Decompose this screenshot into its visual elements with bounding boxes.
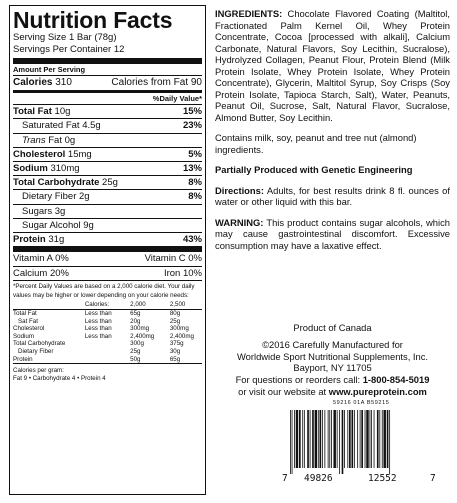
barcode-digit-group: 49826 — [304, 473, 333, 484]
barcode-bar — [312, 410, 314, 468]
serving-size: Serving Size 1 Bar (78g) — [13, 32, 117, 43]
divider — [13, 363, 202, 364]
dv-cell — [13, 301, 85, 309]
barcode-bar — [357, 410, 358, 468]
nutrient-row-sugars — [13, 204, 202, 218]
calories-per-gram — [13, 367, 202, 384]
nutrient-row-sugar-alcohol — [13, 218, 202, 232]
barcode-bar — [389, 410, 390, 474]
nutrient-label: Total Fat — [13, 106, 52, 118]
vitamin-row — [13, 252, 202, 266]
nutrient-row-saturated-fat — [13, 118, 202, 132]
barcode-bar — [379, 410, 380, 468]
table-row — [13, 340, 202, 348]
table-row — [13, 333, 202, 341]
barcode-bar — [339, 410, 340, 474]
ingredients-text: Chocolate Flavored Coating (Maltitol, Fractionated Palm Kernel Oil, Whey Protein Concentrate, Cocoa [processed with alkali], Calcium Carbonate, Natural Flavors, Soy Lecithin, Sucralose), Hydrolyzed Collagen, Peanut Flour, Protein Blend (Milk Protein Isolate, Whey Protein Isolate, Whey Protein Concentrate), Glycerin, Maltitol Syrup, Soy Crisps (Soy Protein Isolate, Tapioca Starch, Salt), Water, Peanuts, Peanut Oil, Sucrose, Salt, Natural Flavor, Sucralose, Almond Butter, Soy Lecithin. — [215, 8, 450, 123]
barcode-bar — [299, 410, 301, 468]
barcode-bar — [347, 410, 348, 468]
ingredients — [215, 8, 450, 123]
medium-divider — [13, 90, 202, 93]
barcode-bar — [296, 410, 298, 468]
nutrient-label: Sodium — [13, 163, 48, 175]
nutrient-dv: 8% — [188, 177, 202, 189]
directions-heading: Directions: — [215, 184, 264, 196]
manufacturer-info — [215, 322, 450, 373]
barcode-bar — [294, 410, 295, 468]
barcode-bar — [290, 410, 291, 474]
mineral-row — [13, 266, 202, 281]
table-row — [13, 348, 202, 356]
barcode-bar — [322, 410, 323, 468]
nutrient-label: Protein — [13, 234, 46, 246]
dv-cell: 20g — [130, 317, 141, 325]
barcode-bar — [315, 410, 317, 468]
barcode-bar — [374, 410, 375, 468]
calories-label: Calories — [13, 77, 53, 88]
calories-from-fat: Calories from Fat 90 — [111, 77, 202, 88]
warning — [215, 217, 450, 252]
dv-cell: Less than — [84, 332, 112, 340]
nutrient-label: Sugar Alcohol — [22, 219, 81, 231]
nutrient-dv: 13% — [182, 163, 202, 175]
website-prefix: or visit our website at — [238, 385, 327, 397]
dv-cell: Less than — [84, 325, 112, 333]
dv-cell: 375g — [169, 340, 184, 348]
barcode-bar — [344, 410, 345, 468]
vitamin-c: Vitamin C 0% — [144, 253, 202, 265]
directions — [215, 185, 450, 208]
dv-cell: Sodium — [13, 332, 34, 340]
servings-per-container: Servings Per Container 12 — [13, 44, 125, 55]
barcode-bar — [366, 410, 368, 468]
nutrient-row-total-carbohydrate — [13, 175, 202, 189]
barcode-bar — [354, 410, 355, 468]
nutrient-row-sodium — [13, 161, 202, 175]
barcode-bar — [307, 410, 309, 468]
dv-cell: 30g — [169, 347, 181, 355]
table-row — [13, 325, 202, 333]
barcode-bar — [383, 410, 385, 468]
barcode-bar — [371, 410, 372, 468]
nutrient-amount: 31g — [48, 234, 65, 246]
barcode-bar — [387, 410, 389, 468]
nutrient-label: Dietary Fiber — [22, 191, 77, 203]
barcode-bar — [302, 410, 303, 468]
lot-codes: 59216 01A B59215 — [333, 400, 390, 406]
barcode-bar — [360, 410, 361, 468]
dv-cell: 2,500 — [170, 301, 202, 309]
daily-value-header: %Daily Value* — [152, 94, 202, 104]
dv-cell: 300g — [130, 340, 144, 348]
table-row — [13, 356, 202, 364]
daily-value-footnote: *Percent Daily Values are based on a 2,000 calorie diet. Your daily values may be higher or lower depending on your calorie needs: — [13, 283, 195, 299]
label-text-column — [215, 8, 450, 251]
nutrient-row-trans-fat — [13, 133, 202, 147]
nutrition-facts-title: Nutrition Facts — [13, 7, 173, 33]
calories-row — [13, 75, 202, 89]
dv-cell: 65g — [130, 310, 141, 318]
dv-cell: 80g — [169, 310, 181, 318]
dv-cell: 2,400mg — [169, 332, 194, 340]
barcode-bar — [292, 410, 293, 474]
dv-cell: Total Fat — [13, 310, 37, 318]
barcode-bar — [310, 410, 311, 468]
genetic-engineering-statement: Partially Produced with Genetic Engineering — [215, 164, 413, 175]
manufacturer-line: Worldwide Sport Nutritional Supplements, Inc. — [236, 350, 429, 362]
barcode-bar — [377, 410, 379, 468]
dv-cell — [85, 356, 130, 364]
barcode-bar — [342, 410, 344, 474]
dv-cell: Less than — [84, 310, 112, 318]
dv-cell: 65g — [169, 355, 181, 363]
dv-cell: 300mg — [130, 325, 150, 333]
barcode-bar — [382, 410, 383, 468]
manufacturer-line: Bayport, NY 11705 — [293, 361, 372, 373]
nutrient-dv: 15% — [182, 106, 202, 118]
barcode-bar — [365, 410, 366, 468]
nutrition-facts-panel — [9, 5, 206, 495]
nutrient-dv: 43% — [182, 234, 202, 246]
nutrient-label: Total Carbohydrate — [13, 177, 100, 189]
barcode-bar — [304, 410, 305, 468]
warning-text: This product contains sugar alcohols, which may cause gastrointestinal discomfort. Excessive consumption may have a laxative effect. — [215, 216, 451, 251]
dv-cell: Calories: — [85, 301, 130, 309]
calcium: Calcium 20% — [13, 267, 69, 279]
dv-cell — [85, 340, 130, 348]
nutrient-label: Cholesterol — [13, 148, 66, 160]
nutrient-label: Sugars — [22, 205, 53, 217]
table-row — [13, 318, 202, 326]
phone-number: 1-800-854-5019 — [362, 374, 430, 385]
nutrient-amount: 10g — [54, 106, 71, 118]
nutrient-amount: 25g — [102, 177, 118, 189]
barcode-bar — [320, 410, 322, 468]
daily-value-table — [13, 301, 202, 363]
website-url: www.pureprotein.com — [328, 385, 427, 397]
nutrient-amount: 4.5g — [82, 120, 101, 132]
thick-divider — [13, 58, 202, 64]
barcode-bar — [318, 410, 319, 468]
questions-text: For questions or reorders call: — [235, 374, 361, 385]
dv-cell: Less than — [84, 317, 112, 325]
dv-cell — [85, 348, 130, 356]
barcode-bar — [370, 410, 371, 468]
dv-cell: 2,400mg — [130, 332, 155, 340]
nutrient-dv: 8% — [188, 191, 202, 203]
table-row — [13, 310, 202, 318]
manufacturer-line: ©2016 Carefully Manufactured for — [262, 339, 403, 351]
barcode-bar — [324, 410, 325, 468]
iron: Iron 10% — [163, 267, 202, 279]
dv-cell: Protein — [13, 355, 33, 363]
dv-cell: 25g — [169, 317, 181, 325]
barcode-digit-group: 7 — [430, 473, 436, 484]
dv-cell: Cholesterol — [13, 325, 45, 333]
product-origin: Product of Canada — [293, 322, 372, 333]
dv-cell: Sat Fat — [18, 317, 38, 325]
nutrient-amount: 15mg — [67, 148, 92, 160]
contact-info — [215, 374, 450, 397]
barcode-bar — [328, 410, 329, 468]
nutrient-dv: 23% — [182, 120, 202, 132]
nutrient-row-cholesterol — [13, 147, 202, 161]
nutrient-row-dietary-fiber — [13, 189, 202, 203]
nutrient-amount: 310mg — [50, 163, 80, 175]
barcode-digit-group: 7 — [282, 473, 288, 484]
dv-cell: 50g — [130, 355, 141, 363]
dv-cell: 300mg — [169, 325, 189, 333]
dv-cell: Total Carbohydrate — [13, 340, 66, 348]
dv-table-header — [13, 301, 202, 309]
calories-value: 310 — [55, 77, 72, 88]
barcode-bar — [361, 410, 363, 468]
barcode — [289, 410, 434, 474]
dv-cell: 25g — [130, 347, 141, 355]
nutrient-label: Trans — [22, 134, 46, 146]
barcode-digit-group: 12552 — [368, 473, 397, 484]
barcode-bar — [331, 410, 332, 468]
vitamin-a: Vitamin A 0% — [13, 253, 69, 265]
barcode-bar — [352, 410, 354, 468]
nutrient-amount: 3g — [54, 205, 66, 217]
barcode-bar — [337, 410, 338, 468]
amount-per-serving: Amount Per Serving — [13, 65, 86, 74]
nutrient-label: Saturated Fat — [22, 120, 80, 132]
dv-cell: 2,000 — [130, 301, 170, 309]
ingredients-heading: INGREDIENTS: — [215, 8, 283, 19]
warning-heading: WARNING: — [215, 216, 264, 228]
allergen-statement: Contains milk, soy, peanut and tree nut (almond) ingredients. — [215, 132, 417, 155]
dv-cell: Dietary Fiber — [18, 347, 54, 355]
barcode-bar — [349, 410, 351, 468]
calories-per-gram-label: Calories per gram: — [13, 367, 64, 375]
barcode-bar — [329, 410, 330, 468]
nutrient-row-protein — [13, 232, 202, 246]
nutrient-row-total-fat — [13, 104, 202, 118]
nutrient-amount: 2g — [79, 191, 90, 203]
directions-text: Adults, for best results drink 8 fl. ounces of water or other liquid with this bar. — [215, 184, 450, 207]
barcode-bar — [333, 410, 335, 468]
calories-per-gram-values: Fat 9 • Carbohydrate 4 • Protein 4 — [13, 375, 106, 383]
nutrient-dv: 5% — [188, 148, 202, 160]
nutrient-amount: 9g — [83, 219, 94, 231]
nutrient-amount: Fat 0g — [48, 134, 76, 146]
